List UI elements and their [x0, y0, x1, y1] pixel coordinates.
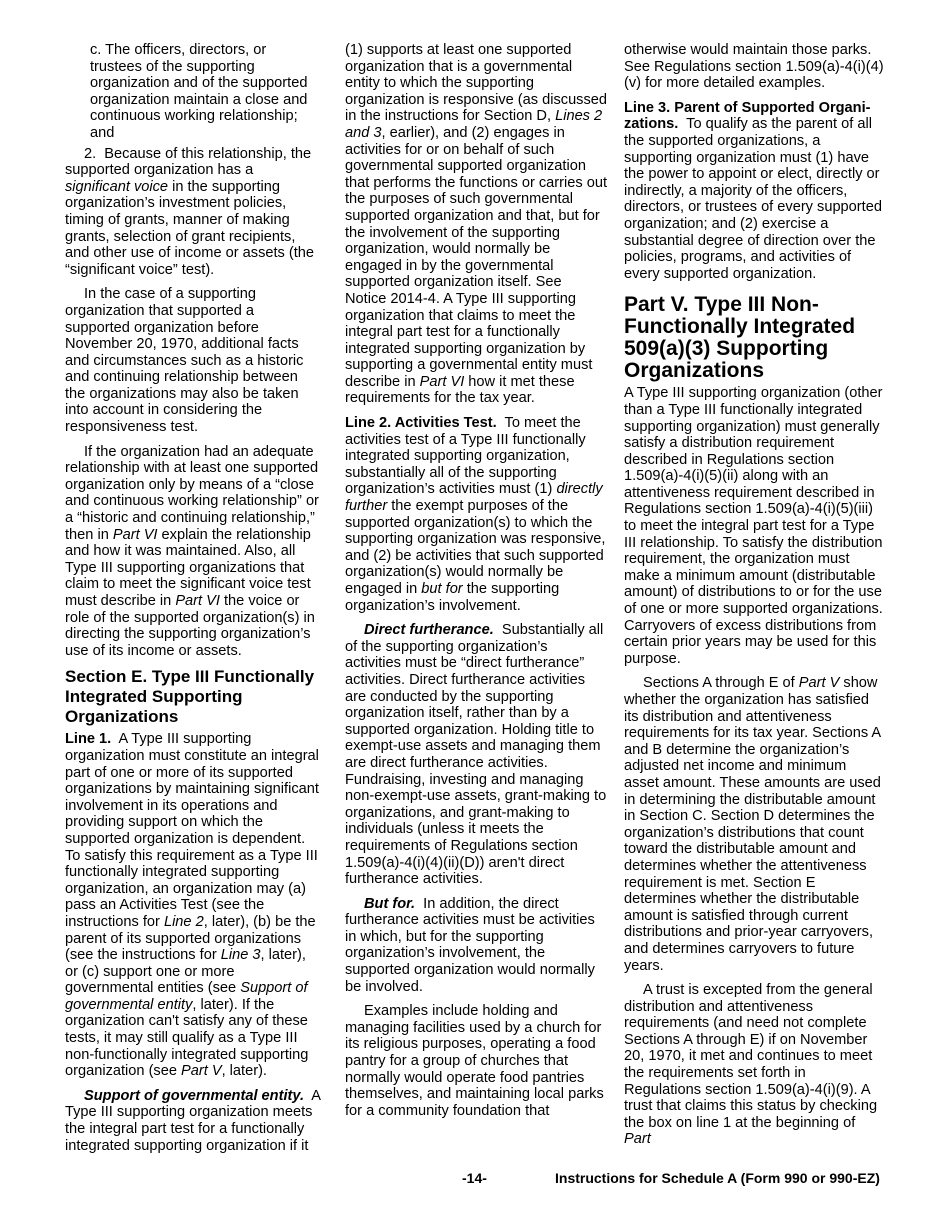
direct-furtherance-paragraph: Direct furtherance. Substantially all of the supporting organization’s activities must be “direct furtherance” activities. Direct furtherance activities are conducted by the supporting organization itself, rather than by a supported organization. Holding title to exempt-use assets and managing them are direct furtherance activities. Fundraising, investing and managing non-exempt-use assets, grant-making to organizations, and grant-making to individuals (unless it meets the requirements of Regulations section 1.509(a)-4(i)(4)(ii)(D)) aren't direct furtherance activities.	[345, 622, 607, 888]
document-title: Instructions for Schedule A (Form 990 or 990-EZ)	[555, 1170, 880, 1186]
governmental-entity-continued: (1) supports at least one supported organization that is a governmental entity to which the supporting organization is responsive (as discussed in the instructions for Section D, Lines 2 and 3, earlier), and (2) engages in activities for or on behalf of such governmental supported organization that performs the functions or carries out the purposes of such governmental supported organization and that, but for the involvement of the supporting organization, would normally be engaged in by the governmental supported organization itself. See Notice 2014-4. A Type III supporting organization that claims to meet the integral part test for a functionally integrated supporting organization by supporting a governmental entity must describe in Part VI how it met these requirements for the tax year.	[345, 42, 608, 407]
trust-paragraph: A trust is excepted from the general distribution and attentiveness requirements (and need not complete Sections A through E) if on November 20, 1970, it met and continues to meet the requirements set forth in Regulations section 1.509(a)-4(i)(9). A trust that claims this status by checking the box on line 1 at the beginning of Part	[624, 982, 878, 1148]
line-1-paragraph: Line 1. A Type III supporting organization must constitute an integral part of one or more of its supported organizations by maintaining significant involvement in its operations and providing support on which the supported organization is dependent. To satisfy this requirement as a Type III functionally integrated supporting organization, an organization may (a) pass an Activities Test (see the instructions for Line 2, later), (b) be the parent of its supported organizations (see the instructions for Line 3, later), or (c) support one or more governmental entities (see Support of governmental entity, later). If the organization can't satisfy any of these tests, it may still qualify as a Type III non-functionally integrated supporting organization (see Part V, later).	[65, 731, 319, 1080]
but-for-paragraph: But for. In addition, the direct furtherance activities must be activities in which, but for the supporting organization’s involvement, the supported organization would normally be involved.	[345, 895, 595, 995]
part-v-heading: Part V. Type III Non-Functionally Integrated 509(a)(3) Supporting Organizations	[624, 293, 856, 383]
line-2-paragraph: Line 2. Activities Test. To meet the activities test of a Type III functionally integrated supporting organization, substantially all of the supporting organization’s activities must (1) directly further the exempt purposes of the supported organization(s) to which the supporting organization was responsive, and (2) be activities that such supported organization(s) would normally be engaged in but for the supporting organization’s involvement.	[345, 415, 606, 614]
column-3	[624, 42, 885, 1156]
examples-paragraph: Examples include holding and managing facilities used by a church for its religious purposes, operating a food pantry for a group of churches that normally would operate food pantries themselves, and maintaining local parks for a community foundation that	[345, 1003, 604, 1119]
column-2	[345, 42, 607, 1127]
page-number: -14-	[462, 1170, 487, 1186]
paragraph-november-1970: In the case of a supporting organization that supported a supported organization before November 20, 1970, additional facts and circumstances such as a historic and continuing relationship between the organizations may also be taken into account in considering the responsiveness test.	[65, 286, 304, 436]
governmental-entity-paragraph: Support of governmental entity. A Type III supporting organization meets the integral part test for a functionally integrated supporting organization if it	[65, 1087, 321, 1154]
item-2: 2. Because of this relationship, the supported organization has a significant voice in the supporting organization’s investment policies, timing of grants, manner of making grants, selection of grant recipients, and other use of income or assets (the “significant voice” test).	[65, 145, 315, 278]
paragraph-adequate-relationship: If the organization had an adequate relationship with at least one supported organization only by means of a “close and continuous working relationship” or a “historic and continuing relationship,” then in Part VI explain the relationship and how it was maintained. Also, all Type III supporting organizations that claim to meet the significant voice test must describe in Part VI the voice or role of the supported organization(s) in directing the supporting organization’s use of its income or assets.	[65, 443, 319, 659]
examples-continued: otherwise would maintain those parks. See Regulations section 1.509(a)-4(i)(4)(v) for more detailed examples.	[624, 42, 884, 92]
section-e-heading: Section E. Type III Functionally Integrated Supporting Organizations	[65, 667, 315, 727]
item-c: c. The officers, directors, or trustees of the supporting organization and of the supported organization maintain a close and continuous working relationship; and	[90, 42, 308, 141]
part-v-intro: A Type III supporting organization (other than a Type III functionally integrated supporting organization) must generally satisfy a distribution requirement described in Regulations section 1.509(a)-4(i)(5)(ii) along with an attentiveness requirement described in Regulations section 1.509(a)-4(i)(5)(iii) to meet the integral part test for a Type III relationship. To satisfy the distribution requirement, the organization must make a minimum amount (distributable amount) of distributions to or for the use of one or more supported organizations. Carryovers of excess distributions from certain prior years may be used for this purpose.	[624, 385, 883, 667]
line-3-paragraph: Line 3. Parent of Supported Organi-zations. To qualify as the parent of all the supported organizations, a supporting organization must (1) have the power to appoint or elect, directly or indirectly, a majority of the officers, directors, or trustees of every supported organization; and (2) exercise a substantial degree of direction over the policies, programs, and activities of every supported organization.	[624, 99, 882, 282]
sections-paragraph: Sections A through E of Part V show whether the organization has satisfied its distribution and attentiveness requirements for its tax year. Sections A and B determine the organization’s adjusted net income and minimum asset amount. These amounts are used in determining the distributable amount in Section C. Section D determines the organization’s distributions that count toward the distributable amount and determines whether the attentiveness requirement is met. Section E determines whether the distributable amount is satisfied through current distributions and prior-year carryovers, and determines carryovers to future years.	[624, 675, 881, 974]
column-1	[65, 42, 322, 1162]
